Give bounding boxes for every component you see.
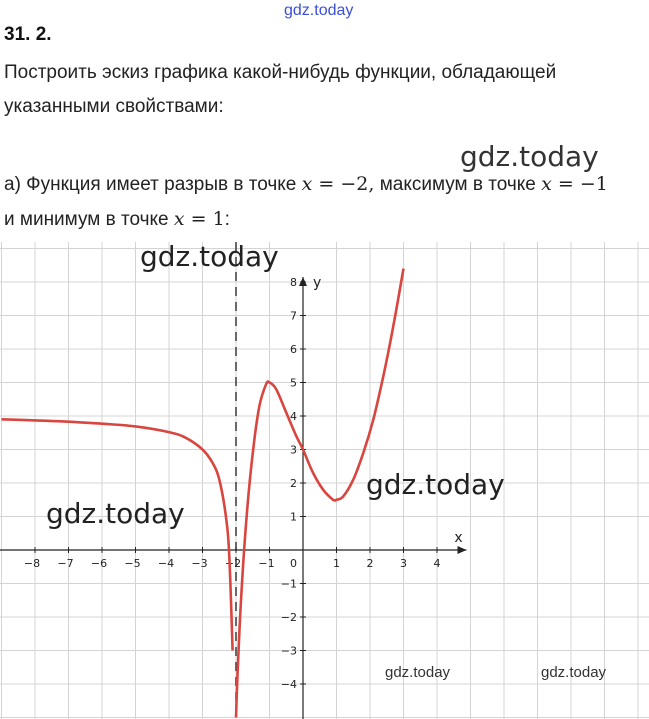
x-tick-label: −8 [23,557,41,570]
watermark-graph-2: gdz.today [366,468,505,501]
function-curve [2,419,233,650]
x-tick-label: −1 [258,557,275,570]
y-tick-label: 3 [290,443,297,457]
y-tick-label: 1 [290,510,297,524]
item-a-line1 [4,173,608,196]
y-tick-label: 8 [290,276,297,289]
item-a-math1 [302,173,375,195]
watermark-graph-3: gdz.today [46,497,185,530]
x-tick-label: −2 [224,557,242,570]
item-a-colon: : [224,209,230,230]
item-a-text1: а) Функция имеет разрыв в точке [4,174,302,195]
x-tick-label: −4 [157,557,175,570]
item-a-eq2: = −1 [551,173,608,195]
y-tick-label: 4 [290,410,297,423]
item-a-math2 [541,173,608,195]
y-tick-label: 5 [290,376,297,390]
y-tick-label: 7 [290,309,297,323]
item-a-var1: x [301,173,313,195]
x-axis-arrow [458,546,467,554]
watermark-mid: gdz.today [460,140,599,173]
y-tick-label: −4 [280,678,297,691]
x-tick-label: 4 [433,557,441,570]
x-tick-label: 1 [333,557,340,570]
problem-number: 31. 2. [4,24,52,45]
x-tick-label: 2 [366,557,374,570]
y-tick-label: 6 [290,343,297,356]
item-a-var3: x [173,208,185,230]
x-axis-label: x [454,530,463,546]
y-tick-label: 2 [290,477,297,490]
item-a-eq1: = −2, [312,173,375,195]
watermark-small-2: gdz.today [541,664,607,681]
y-tick-label: −1 [280,577,297,591]
problem-statement-line1: Построить эскиз графика какой-нибудь функции, обладающей [4,62,557,83]
x-tick-label: 3 [400,557,407,570]
x-tick-label: −5 [124,557,141,570]
item-a-text2: максимум в точке [374,174,542,195]
function-graph [0,242,649,719]
watermark-small-1: gdz.today [385,664,451,681]
watermark-top: gdz.today [284,2,354,19]
item-a-line2 [4,208,230,231]
y-tick-label: −2 [280,611,297,624]
y-axis-label: y [313,275,322,291]
item-a-math3 [174,208,225,230]
watermark-graph-1: gdz.today [140,240,279,273]
origin-label: 0 [290,557,297,570]
x-tick-label: −3 [191,557,208,570]
item-a-eq3: = 1 [184,208,225,230]
x-tick-label: −7 [57,557,74,570]
x-tick-label: −6 [90,557,108,570]
item-a-text3: и минимум в точке [4,209,174,230]
y-tick-label: −3 [280,644,297,658]
item-a-var2: x [541,173,552,195]
problem-statement-line2: указанными свойствами: [4,96,224,117]
